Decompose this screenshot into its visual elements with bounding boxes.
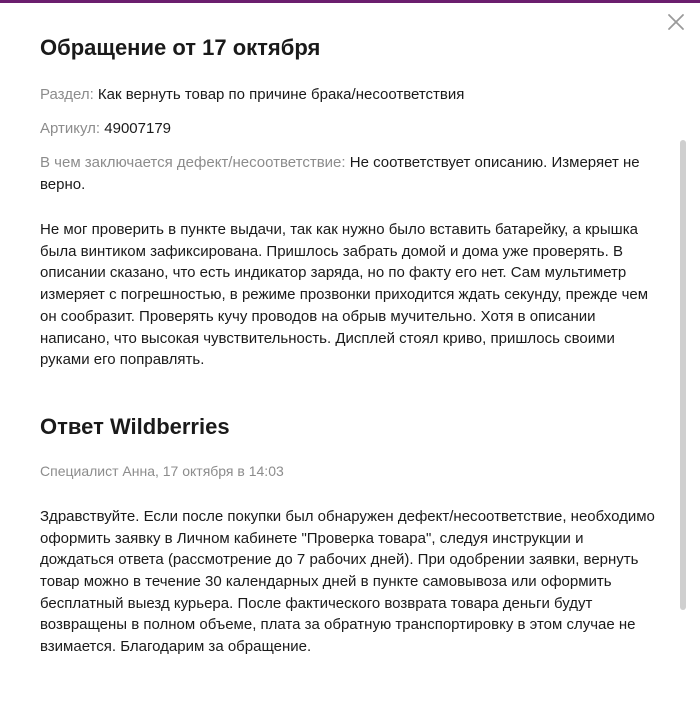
close-icon bbox=[664, 10, 688, 34]
close-button[interactable] bbox=[664, 10, 688, 34]
defect-label: В чем заключается дефект/несоответствие: bbox=[40, 154, 346, 171]
top-accent-bar bbox=[0, 0, 700, 3]
defect-field bbox=[40, 152, 660, 196]
section-label: Раздел: bbox=[40, 86, 94, 103]
answer-text: Здравствуйте. Если после покупки был обнаружен дефект/несоответствие, необходимо оформить заявку в Личном кабинете "Проверка товара", следуя инструкции и дождаться ответа (рассмотрение до 7 рабочих дней). При одобрении заявки, вернуть товар можно в течение 30 календарных дней в пункте самовывоза или оформить бесплатный выезд курьера. После фактического возврата товара деньги будут возвращены в полном объеме, плата за обратную транспортировку в этом случае не взимается. Благодарим за обращение. bbox=[40, 507, 655, 656]
article-label: Артикул: bbox=[40, 120, 101, 137]
specialist-info: Специалист Анна, 17 октября в 14:03 bbox=[40, 462, 284, 479]
section-field bbox=[40, 84, 660, 106]
dialog-content bbox=[40, 20, 660, 658]
scrollbar-thumb[interactable] bbox=[680, 140, 686, 610]
customer-message: Не мог проверить в пункте выдачи, так как нужно было вставить батарейку, а крышка была винтиком зафиксирована. Пришлось забрать домой и дома уже проверять. В описании сказано, что есть индикатор заряда, но по факту его нет. Сам мультиметр измеряет с погрешностью, в режиме прозвонки приходится ждать секунду, прежде чем он сообразит. Проверять кучу проводов на обрыв мучительно. Хотя в описании написано, что высокая чувствительность. Дисплей стоял криво, пришлось своими руками его поправлять. bbox=[40, 221, 649, 369]
answer-title: Ответ Wildberries bbox=[40, 413, 230, 439]
dialog-title: Обращение от 17 октября bbox=[40, 35, 321, 60]
scrollbar[interactable] bbox=[680, 140, 686, 610]
article-value: 49007179 bbox=[104, 120, 172, 137]
article-field bbox=[40, 118, 660, 140]
section-value: Как вернуть товар по причине брака/несоответствия bbox=[97, 86, 465, 103]
defect-value: Не соответствует описанию. Измеряет не верно. bbox=[40, 154, 640, 193]
